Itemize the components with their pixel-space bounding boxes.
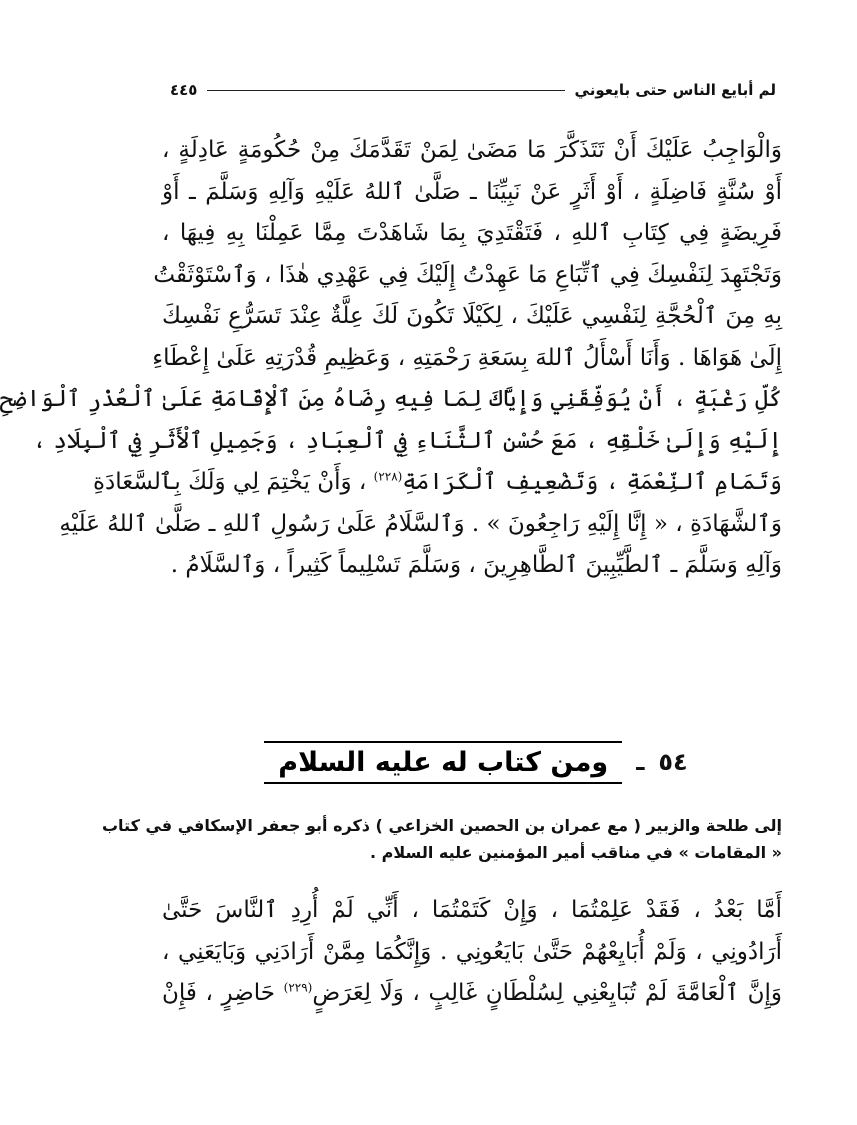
text-segment: وَتَمَامِ ٱلنِّعْمَةِ ، وَتَضْعِيفِ ٱلْكَرَامَةِ bbox=[402, 469, 782, 495]
section-number: ٥٤ bbox=[658, 748, 688, 776]
text-line: وَآلِهِ وَسَلَّمَ ـ ٱلطَّيِّبِينَ ٱلطَّاهِرِينَ ، وَسَلَّمَ تَسْلِيماً كَثِيراً ، وَٱلسَّلَامُ . bbox=[170, 552, 782, 578]
letter-body bbox=[0, 130, 782, 587]
note-line: « المقامات » في مناقب أمير المؤمنين عليه السلام . bbox=[370, 843, 782, 862]
text-line: إِلَىٰ هَوَاهَا . وَأَنَا أَسْأَلُ ٱللهَ بِسَعَةِ رَحْمَتِهِ ، وَعَظِيمِ قُدْرَتِهِ عَلَىٰ إِعْطَاءِ bbox=[152, 344, 782, 371]
header-title: لم أبايع الناس حتى بايعوني bbox=[574, 81, 776, 99]
section-dash: ـ bbox=[636, 748, 645, 776]
page-number: ٤٤٥ bbox=[170, 81, 198, 99]
letter-body-2 bbox=[162, 890, 782, 1015]
text-line: أَمَّا بَعْدُ ، فَقَدْ عَلِمْتُمَا ، وَإِنْ كَتَمْتُمَا ، أَنِّي لَمْ أُرِدِ ٱلنَّاسَ حَتَّىٰ bbox=[162, 897, 782, 923]
intro-note bbox=[101, 812, 782, 866]
text-segment: حَاضِرٍ ، فَإِنْ bbox=[162, 980, 276, 1006]
note-line: إلى طلحة والزبير ( مع عمران بن الحصين الخزاعي ) ذكره أبو جعفر الإسكافي في كتاب bbox=[101, 816, 782, 835]
text-line: وَالْوَاجِبُ عَلَيْكَ أَنْ تَتَذَكَّرَ مَا مَضَىٰ لِمَنْ تَقَدَّمَكَ مِنْ حُكُومَةٍ عَادِلَةٍ ، bbox=[162, 137, 782, 163]
text-segment: ، وَأَنْ يَخْتِمَ لِي وَلَكَ بِٱلسَّعَادَةِ bbox=[92, 469, 367, 495]
section-title: ومن كتاب له عليه السلام bbox=[264, 741, 622, 784]
text-line bbox=[92, 462, 782, 504]
header-rule bbox=[207, 90, 564, 91]
text-line: بِهِ مِنَ ٱلْحُجَّةِ لِنَفْسِي عَلَيْكَ ، لِكَيْلَا تَكُونَ لَكَ عِلَّةٌ عِنْدَ تَسَرُّعِ نَفْسِكَ bbox=[162, 303, 782, 329]
footnote-marker: (٢٢٨) bbox=[373, 469, 403, 484]
text-line: كُلِّ رَغْبَةٍ ، أَنْ يُوَفِّقَنِي وَإِيَّاكَ لِمَا فِيهِ رِضَاهُ مِنَ ٱلْإِقَامَةِ عَلَىٰ ٱلْعُذْرِ ٱلْوَاضِحِ bbox=[0, 386, 782, 412]
section-heading bbox=[278, 735, 688, 789]
text-line: وَٱلشَّهَادَةِ ، « إِنَّا إِلَيْهِ رَاجِعُونَ » . وَٱلسَّلَامُ عَلَىٰ رَسُولِ ٱللهِ ـ صَلَّىٰ ٱللهُ عَلَيْهِ bbox=[59, 510, 782, 537]
text-line: أَرَادُونِي ، وَلَمْ أُبَايِعْهُمْ حَتَّىٰ بَايَعُونِي . وَإِنَّكُمَا مِمَّنْ أَرَادَنِي وَبَايَعَنِي ، bbox=[162, 938, 782, 965]
text-segment: وَإِنَّ ٱلْعَامَّةَ لَمْ تُبَايِعْنِي لِسُلْطَانٍ غَالِبٍ ، وَلَا لِعَرَضٍ bbox=[312, 980, 783, 1006]
running-header bbox=[170, 78, 776, 102]
text-line: فَرِيضَةٍ فِي كِتَابِ ٱللهِ ، فَتَقْتَدِيَ بِمَا شَاهَدْتَ مِمَّا عَمِلْنَا بِهِ فِيهَا ، bbox=[162, 220, 782, 246]
footnote-marker: (٢٢٩) bbox=[283, 980, 313, 995]
text-line: إِلَيْهِ وَإِلَىٰ خَلْقِهِ ، مَعَ حُسْنِ ٱلثَّنَاءِ فِي ٱلْعِبَادِ ، وَجَمِيلِ ٱلْأَثَرِ فِي ٱلْبِلَادِ ، bbox=[32, 427, 782, 454]
text-line bbox=[162, 973, 782, 1015]
text-line: أَوْ سُنَّةٍ فَاضِلَةٍ ، أَوْ أَثَرٍ عَنْ نَبِيِّنَا ـ صَلَّىٰ ٱللهُ عَلَيْهِ وَآلِهِ وَسَلَّمَ ـ أَوْ bbox=[162, 178, 782, 205]
text-line: وَتَجْتَهِدَ لِنَفْسِكَ فِي ٱتِّبَاعِ مَا عَهِدْتُ إِلَيْكَ فِي عَهْدِي هٰذَا ، وَٱسْتَوْثَقْتُ bbox=[153, 261, 782, 288]
